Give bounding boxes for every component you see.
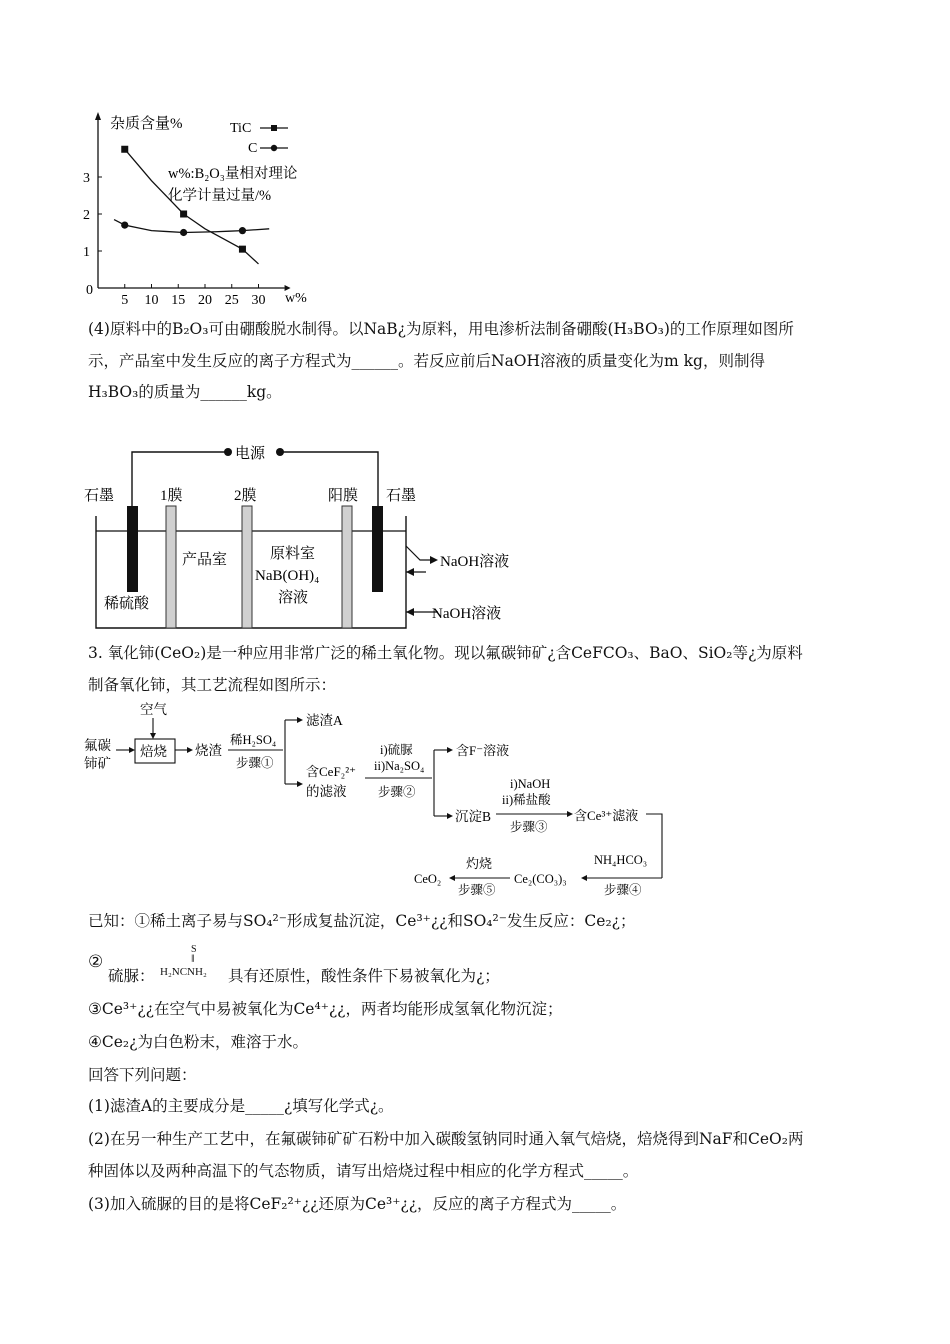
arrowhead-precipB [447, 813, 453, 819]
chart-annotation-1: w%:B₂O₃量相对理论 [168, 166, 298, 182]
known-line-2 [88, 944, 688, 990]
q3-line-1: 3. 氧化铈(CeO₂)是一种应用非常广泛的稀土氧化物。现以氟碳铈矿¿含CeFCO₃、BaO、SiO₂等¿为原料 [88, 644, 803, 662]
raw-solution-label-2: 溶液 [278, 590, 309, 606]
legend-tic-marker [271, 125, 277, 131]
ce3-filtrate-label: 含Ce³⁺滤液 [574, 808, 639, 823]
step5-label: 步骤⑤ [458, 883, 496, 896]
arrowhead-step3 [567, 811, 573, 817]
arrowhead-step5 [449, 875, 455, 881]
f-solution-label: 含F⁻溶液 [456, 743, 510, 758]
anode-membrane-label: 阳膜 [328, 488, 359, 504]
known-line-4: ④Ce₂¿为白色粉末，难溶于水。 [88, 1033, 308, 1051]
membrane-2-label: 2膜 [234, 488, 257, 504]
ceo2-label: CeO₂ [414, 872, 442, 886]
ore-label-2: 铈矿 [84, 756, 111, 771]
data-point-c [121, 222, 128, 229]
chart-ylabel: 杂质含量% [110, 116, 183, 132]
filtrate-label-1: 含CeF₂²⁺ [306, 764, 356, 779]
q4-line-1: (4)原料中的B₂O₃可由硼酸脱水制得。以NaB¿为原料，用电渗析法制备硼酸(H₃BO₃)的工作原理如图所 [88, 320, 794, 338]
membrane-1 [166, 506, 176, 628]
thiourea-sulfur: S [191, 944, 197, 955]
raw-solution-label: NaB(OH)₄ [255, 568, 320, 584]
q4-line-2: 示，产品室中发生反应的离子方程式为______。若反应前后NaOH溶液的质量变化为m kg，则制得 [88, 352, 765, 370]
left-solution-label: 稀硫酸 [104, 596, 150, 612]
y-tick-label: 3 [83, 171, 90, 186]
membrane-2 [242, 506, 252, 628]
burn-label: 灼烧 [466, 856, 493, 871]
left-electrode-label: 石墨 [84, 488, 115, 504]
chart-xlabel: w% [285, 291, 307, 306]
question-2-line-1: (2)在另一种生产工艺中，在氟碳铈矿矿石粉中加入碳酸氢钠同时通入氧气焙烧，焙烧得到NaF和CeO₂两 [88, 1130, 804, 1148]
slag-label: 烧渣 [195, 743, 222, 758]
hcl-label: ii)稀盐酸 [502, 793, 551, 807]
question-3: (3)加入硫脲的目的是将CeF₂²⁺¿¿还原为Ce³⁺¿¿，反应的离子方程式为_____。 [88, 1195, 627, 1213]
data-point-c [239, 227, 246, 234]
legend-c-marker [271, 145, 277, 151]
roast-label: 焙烧 [140, 744, 167, 759]
step4-label: 步骤④ [604, 883, 642, 896]
y-tick-label: 2 [83, 208, 90, 223]
step3-label: 步骤③ [510, 820, 548, 834]
circled-2: ② [88, 952, 104, 972]
thiourea-prefix: 硫脲： [108, 967, 155, 985]
q3-line-2: 制备氧化铈，其工艺流程如图所示： [88, 676, 337, 694]
arrowhead-residueA [297, 717, 303, 723]
line-to-step4 [646, 814, 662, 878]
x-tick-label: 10 [144, 293, 159, 308]
known-line-3: ③Ce³⁺¿¿在空气中易被氧化为Ce⁴⁺¿¿，两者均能形成氢氧化物沉淀； [88, 1000, 563, 1018]
arrowhead-air [150, 733, 156, 739]
right-electrode-label: 石墨 [386, 488, 417, 504]
x-tick-label: 25 [224, 293, 239, 308]
data-point-tic [121, 146, 128, 153]
arrowhead-roast [187, 747, 193, 753]
nh4hco3-label: NH₄HCO₃ [594, 853, 648, 867]
x-tick-label: 20 [198, 293, 212, 308]
arrowhead-ore [129, 747, 135, 753]
naoh-return-arrow [406, 568, 414, 576]
ce2co3-label: Ce₂(CO₃)₃ [514, 872, 567, 886]
data-point-tic [239, 246, 246, 253]
process-flow-diagram [80, 696, 680, 896]
membrane-1-label: 1膜 [160, 488, 183, 504]
step2-label: 步骤② [378, 785, 416, 799]
residueA-label: 滤渣A [306, 713, 343, 728]
ore-label-1: 氟碳 [84, 738, 111, 753]
question-1: (1)滤渣A的主要成分是_____¿填写化学式¿。 [88, 1097, 394, 1115]
left-graphite-electrode [127, 506, 138, 592]
x-tick-label: 5 [121, 293, 129, 308]
electrodialysis-diagram [80, 436, 530, 636]
legend-tic-label: TiC [230, 121, 252, 136]
reagent1-label: i)硫脲 [380, 743, 413, 757]
thiourea-double-bond: ∥ [191, 954, 195, 963]
data-point-tic [180, 211, 187, 218]
anode-membrane [342, 506, 352, 628]
chart-annotation-2: 化学计量过量/% [168, 188, 272, 204]
naoh-outlet-label: NaOH溶液 [440, 554, 510, 570]
thiourea-description: 具有还原性，酸性条件下易被氧化为¿； [228, 967, 500, 985]
product-room-label: 产品室 [182, 552, 228, 568]
step1-label: 步骤① [236, 756, 274, 770]
chart-origin-label: 0 [86, 283, 93, 298]
q4-line-3: H₃BO₃的质量为______kg。 [88, 383, 282, 401]
naoh-outlet-pipe [406, 546, 430, 560]
x-tick-label: 15 [171, 293, 186, 308]
right-graphite-electrode [372, 506, 383, 592]
power-terminal-right [276, 448, 284, 456]
acid-label: 稀H₂SO₄ [230, 733, 277, 747]
legend-c-label: C [248, 141, 258, 156]
y-tick-label: 1 [83, 245, 90, 260]
naoh-label: i)NaOH [510, 777, 551, 791]
raw-room-label: 原料室 [270, 546, 316, 562]
naoh-inlet-label: NaOH溶液 [432, 606, 502, 622]
power-label: 电源 [235, 446, 266, 462]
data-point-c [180, 229, 187, 236]
arrowhead-step4 [581, 875, 587, 881]
x-tick-label: 30 [251, 293, 266, 308]
air-label: 空气 [140, 702, 167, 717]
known-line-1: 已知：①稀土离子易与SO₄²⁻形成复盐沉淀，Ce³⁺¿¿和SO₄²⁻发生反应：Ce₂¿； [88, 912, 636, 930]
power-terminal-left [224, 448, 232, 456]
naoh-inlet-arrow [406, 608, 414, 616]
questions-intro: 回答下列问题： [88, 1066, 197, 1084]
impurity-chart [80, 108, 340, 308]
reagent2-label: ii)Na₂SO₄ [374, 759, 425, 773]
question-2-line-2: 种固体以及两种高温下的气态物质，请写出焙烧过程中相应的化学方程式_____。 [88, 1162, 639, 1180]
thiourea-formula: H₂NCNH₂ [160, 966, 207, 978]
arrowhead-filtrate [297, 781, 303, 787]
precipB-label: 沉淀B [455, 809, 492, 824]
arrowhead-f [447, 747, 453, 753]
naoh-outlet-arrow [430, 556, 438, 564]
y-axis-arrow [95, 112, 101, 120]
filtrate-label-2: 的滤液 [306, 784, 347, 799]
